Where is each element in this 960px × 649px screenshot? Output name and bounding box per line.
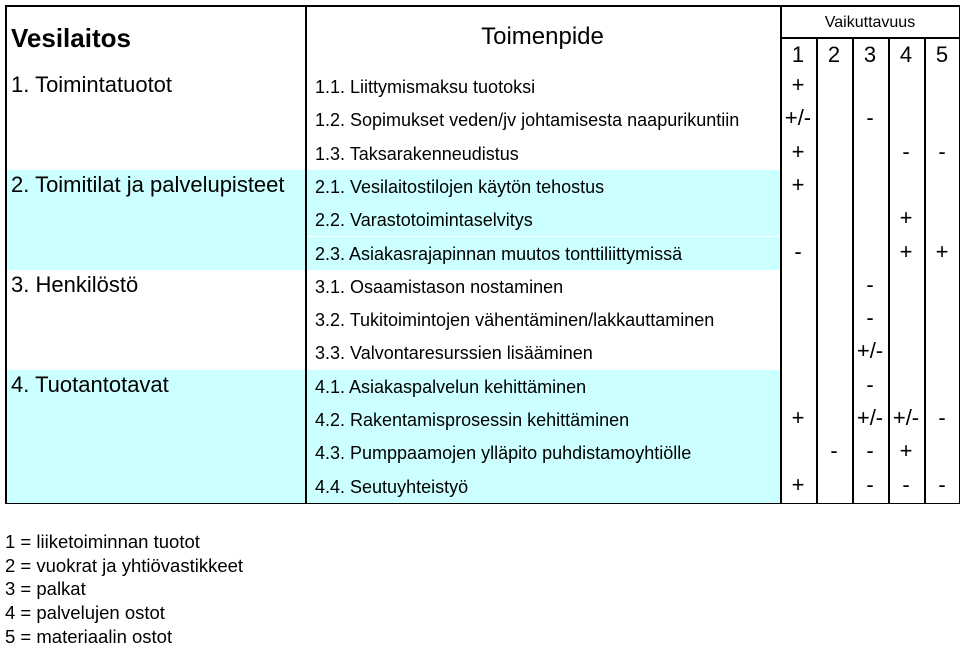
- impact-value: [888, 338, 924, 366]
- impact-value: [780, 305, 816, 333]
- category-label: 3. Henkilöstö: [11, 272, 303, 300]
- divider-vaikuttavuus-columns: [780, 37, 960, 39]
- impact-value: -: [852, 372, 888, 400]
- action-label: 3.1. Osaamistason nostaminen: [315, 277, 776, 301]
- header-vesilaitos: Vesilaitos: [11, 23, 301, 57]
- legend-item-4: 4 = palvelujen ostot: [5, 601, 243, 625]
- divider-impact-column: [888, 37, 890, 503]
- impact-value: +/-: [852, 338, 888, 366]
- impact-value: +: [888, 438, 924, 466]
- header-toimenpide: Toimenpide: [305, 23, 780, 57]
- impact-value: [924, 272, 960, 300]
- legend-item-1: 1 = liiketoiminnan tuotot: [5, 530, 243, 554]
- impact-value: -: [852, 472, 888, 500]
- impact-value: [924, 438, 960, 466]
- header-column-3: 3: [852, 42, 888, 70]
- impact-value: -: [924, 139, 960, 167]
- impact-value: [888, 305, 924, 333]
- impact-value: [816, 372, 852, 400]
- impact-value: [816, 239, 852, 267]
- impact-value: [852, 239, 888, 267]
- table-border-left: [5, 5, 7, 503]
- impact-value: +: [780, 172, 816, 200]
- legend-item-2: 2 = vuokrat ja yhtiövastikkeet: [5, 554, 243, 578]
- impact-value: [816, 105, 852, 133]
- impact-value: [780, 438, 816, 466]
- divider-category-action: [305, 5, 307, 503]
- impact-value: [816, 338, 852, 366]
- impact-value: [780, 205, 816, 233]
- impact-value: +: [888, 205, 924, 233]
- legend-item-3: 3 = palkat: [5, 577, 243, 601]
- impact-value: +: [780, 72, 816, 100]
- impact-value: [888, 272, 924, 300]
- impact-value: [780, 338, 816, 366]
- impact-value: -: [924, 472, 960, 500]
- impact-value: -: [888, 139, 924, 167]
- impact-value: [852, 139, 888, 167]
- impact-value: [924, 305, 960, 333]
- impact-value: [924, 205, 960, 233]
- impact-value: [852, 72, 888, 100]
- category-label: 4. Tuotantotavat: [11, 372, 303, 400]
- impact-value: +/-: [780, 105, 816, 133]
- divider-impact-column: [924, 37, 926, 503]
- impact-value: [816, 72, 852, 100]
- impact-value: +: [888, 239, 924, 267]
- action-label: 1.2. Sopimukset veden/jv johtamisesta naapurikuntiin: [315, 110, 776, 134]
- impact-value: +/-: [888, 405, 924, 433]
- action-label: 4.3. Pumppaamojen ylläpito puhdistamoyhtiölle: [315, 443, 776, 467]
- header-column-2: 2: [816, 42, 852, 70]
- impact-value: [924, 105, 960, 133]
- impact-value: [816, 472, 852, 500]
- impact-value: -: [816, 438, 852, 466]
- header-column-4: 4: [888, 42, 924, 70]
- impact-value: [852, 172, 888, 200]
- impact-value: [816, 305, 852, 333]
- impact-value: +: [780, 139, 816, 167]
- legend-item-5: 5 = materiaalin ostot: [5, 625, 243, 649]
- action-label: 1.3. Taksarakenneudistus: [315, 144, 776, 168]
- impact-value: [780, 272, 816, 300]
- action-label: 2.3. Asiakasrajapinnan muutos tonttiliittymissä: [315, 244, 776, 268]
- impact-value: [816, 405, 852, 433]
- action-label: 4.4. Seutuyhteistyö: [315, 477, 776, 501]
- action-label: 3.2. Tukitoimintojen vähentäminen/lakkauttaminen: [315, 310, 776, 334]
- impact-value: [888, 105, 924, 133]
- action-label: 2.2. Varastotoimintaselvitys: [315, 210, 776, 234]
- legend: [5, 530, 243, 649]
- header-column-1: 1: [780, 42, 816, 70]
- impact-value: [888, 72, 924, 100]
- header-vaikuttavuus: Vaikuttavuus: [780, 14, 960, 38]
- impact-value: [924, 338, 960, 366]
- impact-value: +/-: [852, 405, 888, 433]
- impact-value: +: [924, 239, 960, 267]
- impact-value: +: [780, 405, 816, 433]
- impact-value: [924, 172, 960, 200]
- impact-value: [816, 205, 852, 233]
- action-label: 1.1. Liittymismaksu tuotoksi: [315, 77, 776, 101]
- impact-value: [816, 139, 852, 167]
- action-label: 3.3. Valvontaresurssien lisääminen: [315, 343, 776, 367]
- impact-value: -: [852, 438, 888, 466]
- impact-value: [888, 172, 924, 200]
- impact-value: [888, 372, 924, 400]
- impact-value: [924, 72, 960, 100]
- action-label: 4.2. Rakentamisprosessin kehittäminen: [315, 410, 776, 434]
- divider-action-impact: [780, 5, 782, 503]
- impact-value: [852, 205, 888, 233]
- impact-table: [5, 5, 960, 503]
- header-column-5: 5: [924, 42, 960, 70]
- impact-value: +: [780, 472, 816, 500]
- category-label: 1. Toimintatuotot: [11, 72, 303, 100]
- impact-value: -: [852, 105, 888, 133]
- impact-value: [816, 272, 852, 300]
- category-label: 2. Toimitilat ja palvelupisteet: [11, 172, 303, 200]
- impact-value: -: [780, 239, 816, 267]
- impact-value: -: [852, 305, 888, 333]
- impact-value: [924, 372, 960, 400]
- impact-value: -: [852, 272, 888, 300]
- impact-value: [816, 172, 852, 200]
- table-border-top: [5, 5, 960, 7]
- action-label: 4.1. Asiakaspalvelun kehittäminen: [315, 377, 776, 401]
- table-border-bottom: [5, 503, 960, 505]
- divider-impact-column: [852, 37, 854, 503]
- impact-value: [780, 372, 816, 400]
- impact-value: -: [924, 405, 960, 433]
- action-label: 2.1. Vesilaitostilojen käytön tehostus: [315, 177, 776, 201]
- divider-impact-column: [816, 37, 818, 503]
- impact-value: -: [888, 472, 924, 500]
